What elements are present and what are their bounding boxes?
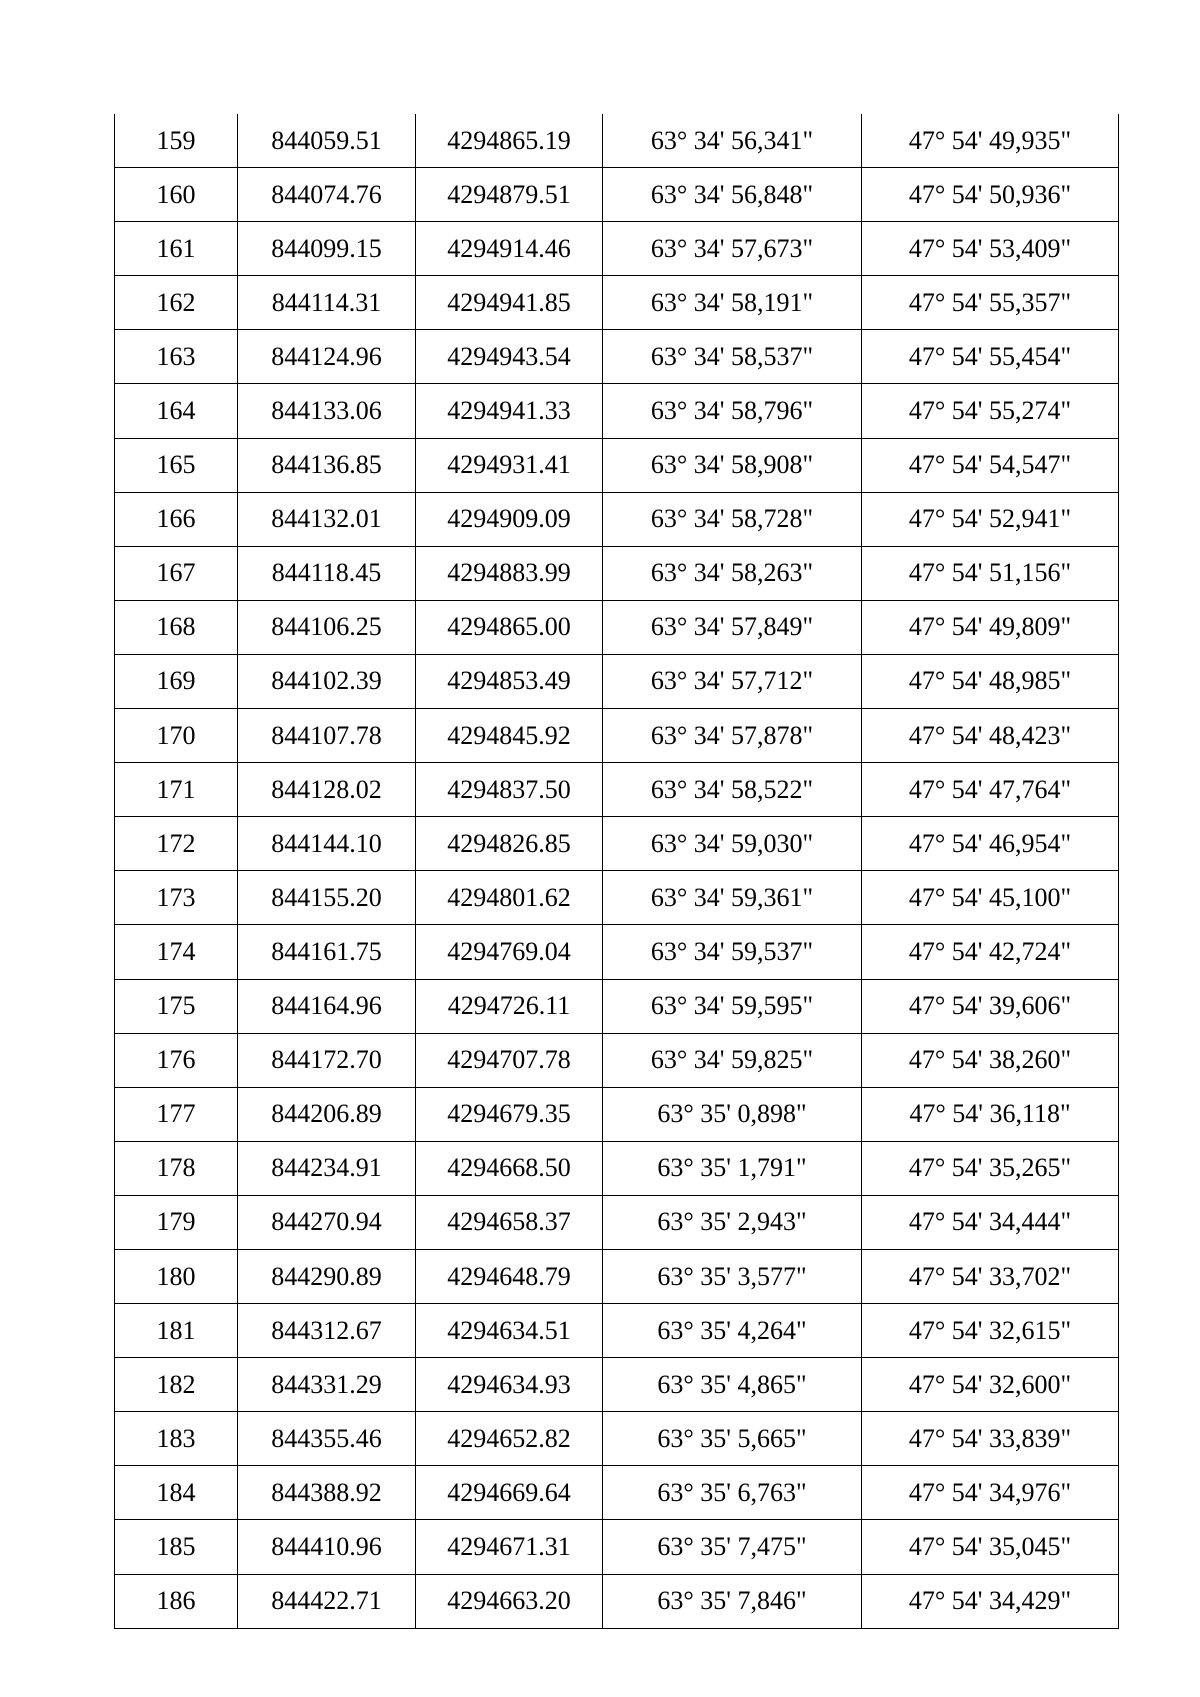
x-coordinate-cell: 844128.02 bbox=[238, 763, 416, 817]
point-number-cell: 178 bbox=[115, 1141, 238, 1195]
longitude-cell: 63° 34' 58,191" bbox=[603, 276, 862, 330]
x-coordinate-cell: 844270.94 bbox=[238, 1195, 416, 1249]
x-coordinate-cell: 844106.25 bbox=[238, 600, 416, 654]
y-coordinate-cell: 4294658.37 bbox=[416, 1195, 603, 1249]
x-coordinate-cell: 844144.10 bbox=[238, 817, 416, 871]
table-row bbox=[115, 817, 1119, 871]
table-row bbox=[115, 276, 1119, 330]
table-row bbox=[115, 1033, 1119, 1087]
y-coordinate-cell: 4294845.92 bbox=[416, 709, 603, 763]
y-coordinate-cell: 4294941.33 bbox=[416, 384, 603, 438]
y-coordinate-cell: 4294883.99 bbox=[416, 546, 603, 600]
x-coordinate-cell: 844132.01 bbox=[238, 492, 416, 546]
latitude-cell: 47° 54' 39,606" bbox=[862, 979, 1119, 1033]
table-row bbox=[115, 709, 1119, 763]
point-number-cell: 170 bbox=[115, 709, 238, 763]
table-row bbox=[115, 384, 1119, 438]
y-coordinate-cell: 4294853.49 bbox=[416, 654, 603, 708]
table-row bbox=[115, 492, 1119, 546]
point-number-cell: 166 bbox=[115, 492, 238, 546]
latitude-cell: 47° 54' 55,454" bbox=[862, 330, 1119, 384]
longitude-cell: 63° 34' 56,848" bbox=[603, 168, 862, 222]
coordinates-table-body bbox=[115, 114, 1119, 1628]
table-row bbox=[115, 330, 1119, 384]
x-coordinate-cell: 844206.89 bbox=[238, 1087, 416, 1141]
table-row bbox=[115, 871, 1119, 925]
x-coordinate-cell: 844172.70 bbox=[238, 1033, 416, 1087]
x-coordinate-cell: 844355.46 bbox=[238, 1412, 416, 1466]
longitude-cell: 63° 34' 58,908" bbox=[603, 438, 862, 492]
latitude-cell: 47° 54' 55,357" bbox=[862, 276, 1119, 330]
table-row bbox=[115, 1466, 1119, 1520]
table-row bbox=[115, 1304, 1119, 1358]
y-coordinate-cell: 4294943.54 bbox=[416, 330, 603, 384]
latitude-cell: 47° 54' 49,809" bbox=[862, 600, 1119, 654]
latitude-cell: 47° 54' 49,935" bbox=[862, 114, 1119, 168]
latitude-cell: 47° 54' 52,941" bbox=[862, 492, 1119, 546]
latitude-cell: 47° 54' 50,936" bbox=[862, 168, 1119, 222]
longitude-cell: 63° 35' 6,763" bbox=[603, 1466, 862, 1520]
table-row bbox=[115, 114, 1119, 168]
x-coordinate-cell: 844155.20 bbox=[238, 871, 416, 925]
table-row bbox=[115, 1249, 1119, 1303]
x-coordinate-cell: 844059.51 bbox=[238, 114, 416, 168]
latitude-cell: 47° 54' 32,600" bbox=[862, 1358, 1119, 1412]
longitude-cell: 63° 34' 57,712" bbox=[603, 654, 862, 708]
point-number-cell: 183 bbox=[115, 1412, 238, 1466]
longitude-cell: 63° 35' 7,846" bbox=[603, 1574, 862, 1628]
y-coordinate-cell: 4294707.78 bbox=[416, 1033, 603, 1087]
point-number-cell: 172 bbox=[115, 817, 238, 871]
y-coordinate-cell: 4294648.79 bbox=[416, 1249, 603, 1303]
longitude-cell: 63° 34' 59,825" bbox=[603, 1033, 862, 1087]
y-coordinate-cell: 4294669.64 bbox=[416, 1466, 603, 1520]
y-coordinate-cell: 4294634.51 bbox=[416, 1304, 603, 1358]
latitude-cell: 47° 54' 46,954" bbox=[862, 817, 1119, 871]
point-number-cell: 181 bbox=[115, 1304, 238, 1358]
longitude-cell: 63° 34' 59,595" bbox=[603, 979, 862, 1033]
table-row bbox=[115, 222, 1119, 276]
y-coordinate-cell: 4294726.11 bbox=[416, 979, 603, 1033]
table-row bbox=[115, 1520, 1119, 1574]
y-coordinate-cell: 4294837.50 bbox=[416, 763, 603, 817]
point-number-cell: 184 bbox=[115, 1466, 238, 1520]
x-coordinate-cell: 844124.96 bbox=[238, 330, 416, 384]
x-coordinate-cell: 844312.67 bbox=[238, 1304, 416, 1358]
longitude-cell: 63° 34' 58,796" bbox=[603, 384, 862, 438]
x-coordinate-cell: 844161.75 bbox=[238, 925, 416, 979]
x-coordinate-cell: 844164.96 bbox=[238, 979, 416, 1033]
y-coordinate-cell: 4294826.85 bbox=[416, 817, 603, 871]
point-number-cell: 185 bbox=[115, 1520, 238, 1574]
latitude-cell: 47° 54' 34,429" bbox=[862, 1574, 1119, 1628]
y-coordinate-cell: 4294634.93 bbox=[416, 1358, 603, 1412]
x-coordinate-cell: 844099.15 bbox=[238, 222, 416, 276]
y-coordinate-cell: 4294909.09 bbox=[416, 492, 603, 546]
point-number-cell: 173 bbox=[115, 871, 238, 925]
latitude-cell: 47° 54' 32,615" bbox=[862, 1304, 1119, 1358]
y-coordinate-cell: 4294865.00 bbox=[416, 600, 603, 654]
latitude-cell: 47° 54' 48,985" bbox=[862, 654, 1119, 708]
point-number-cell: 168 bbox=[115, 600, 238, 654]
latitude-cell: 47° 54' 36,118" bbox=[862, 1087, 1119, 1141]
longitude-cell: 63° 35' 4,865" bbox=[603, 1358, 862, 1412]
x-coordinate-cell: 844133.06 bbox=[238, 384, 416, 438]
point-number-cell: 163 bbox=[115, 330, 238, 384]
table-row bbox=[115, 1574, 1119, 1628]
longitude-cell: 63° 35' 4,264" bbox=[603, 1304, 862, 1358]
longitude-cell: 63° 34' 58,728" bbox=[603, 492, 862, 546]
latitude-cell: 47° 54' 34,444" bbox=[862, 1195, 1119, 1249]
latitude-cell: 47° 54' 38,260" bbox=[862, 1033, 1119, 1087]
point-number-cell: 176 bbox=[115, 1033, 238, 1087]
longitude-cell: 63° 35' 2,943" bbox=[603, 1195, 862, 1249]
latitude-cell: 47° 54' 42,724" bbox=[862, 925, 1119, 979]
y-coordinate-cell: 4294679.35 bbox=[416, 1087, 603, 1141]
point-number-cell: 165 bbox=[115, 438, 238, 492]
longitude-cell: 63° 34' 58,522" bbox=[603, 763, 862, 817]
table-row bbox=[115, 1195, 1119, 1249]
point-number-cell: 164 bbox=[115, 384, 238, 438]
x-coordinate-cell: 844118.45 bbox=[238, 546, 416, 600]
table-row bbox=[115, 168, 1119, 222]
x-coordinate-cell: 844388.92 bbox=[238, 1466, 416, 1520]
point-number-cell: 174 bbox=[115, 925, 238, 979]
y-coordinate-cell: 4294931.41 bbox=[416, 438, 603, 492]
latitude-cell: 47° 54' 33,702" bbox=[862, 1249, 1119, 1303]
y-coordinate-cell: 4294663.20 bbox=[416, 1574, 603, 1628]
latitude-cell: 47° 54' 53,409" bbox=[862, 222, 1119, 276]
longitude-cell: 63° 34' 59,361" bbox=[603, 871, 862, 925]
y-coordinate-cell: 4294879.51 bbox=[416, 168, 603, 222]
latitude-cell: 47° 54' 34,976" bbox=[862, 1466, 1119, 1520]
latitude-cell: 47° 54' 35,265" bbox=[862, 1141, 1119, 1195]
point-number-cell: 175 bbox=[115, 979, 238, 1033]
latitude-cell: 47° 54' 51,156" bbox=[862, 546, 1119, 600]
longitude-cell: 63° 34' 58,537" bbox=[603, 330, 862, 384]
longitude-cell: 63° 35' 5,665" bbox=[603, 1412, 862, 1466]
y-coordinate-cell: 4294769.04 bbox=[416, 925, 603, 979]
x-coordinate-cell: 844234.91 bbox=[238, 1141, 416, 1195]
point-number-cell: 167 bbox=[115, 546, 238, 600]
y-coordinate-cell: 4294914.46 bbox=[416, 222, 603, 276]
latitude-cell: 47° 54' 47,764" bbox=[862, 763, 1119, 817]
longitude-cell: 63° 35' 3,577" bbox=[603, 1249, 862, 1303]
point-number-cell: 179 bbox=[115, 1195, 238, 1249]
table-row bbox=[115, 546, 1119, 600]
point-number-cell: 159 bbox=[115, 114, 238, 168]
table-row bbox=[115, 600, 1119, 654]
longitude-cell: 63° 35' 0,898" bbox=[603, 1087, 862, 1141]
table-row bbox=[115, 1141, 1119, 1195]
latitude-cell: 47° 54' 55,274" bbox=[862, 384, 1119, 438]
table-row bbox=[115, 1358, 1119, 1412]
latitude-cell: 47° 54' 45,100" bbox=[862, 871, 1119, 925]
table-row bbox=[115, 1412, 1119, 1466]
x-coordinate-cell: 844422.71 bbox=[238, 1574, 416, 1628]
table-row bbox=[115, 925, 1119, 979]
y-coordinate-cell: 4294941.85 bbox=[416, 276, 603, 330]
table-row bbox=[115, 654, 1119, 708]
x-coordinate-cell: 844102.39 bbox=[238, 654, 416, 708]
point-number-cell: 169 bbox=[115, 654, 238, 708]
point-number-cell: 182 bbox=[115, 1358, 238, 1412]
longitude-cell: 63° 34' 57,849" bbox=[603, 600, 862, 654]
x-coordinate-cell: 844410.96 bbox=[238, 1520, 416, 1574]
y-coordinate-cell: 4294801.62 bbox=[416, 871, 603, 925]
latitude-cell: 47° 54' 48,423" bbox=[862, 709, 1119, 763]
x-coordinate-cell: 844290.89 bbox=[238, 1249, 416, 1303]
point-number-cell: 171 bbox=[115, 763, 238, 817]
y-coordinate-cell: 4294865.19 bbox=[416, 114, 603, 168]
longitude-cell: 63° 35' 7,475" bbox=[603, 1520, 862, 1574]
table-row bbox=[115, 438, 1119, 492]
y-coordinate-cell: 4294668.50 bbox=[416, 1141, 603, 1195]
longitude-cell: 63° 34' 59,537" bbox=[603, 925, 862, 979]
point-number-cell: 186 bbox=[115, 1574, 238, 1628]
latitude-cell: 47° 54' 54,547" bbox=[862, 438, 1119, 492]
point-number-cell: 162 bbox=[115, 276, 238, 330]
y-coordinate-cell: 4294652.82 bbox=[416, 1412, 603, 1466]
x-coordinate-cell: 844331.29 bbox=[238, 1358, 416, 1412]
longitude-cell: 63° 34' 59,030" bbox=[603, 817, 862, 871]
longitude-cell: 63° 34' 57,673" bbox=[603, 222, 862, 276]
latitude-cell: 47° 54' 35,045" bbox=[862, 1520, 1119, 1574]
table-row bbox=[115, 763, 1119, 817]
x-coordinate-cell: 844074.76 bbox=[238, 168, 416, 222]
x-coordinate-cell: 844107.78 bbox=[238, 709, 416, 763]
coordinates-table bbox=[114, 114, 1119, 1629]
longitude-cell: 63° 35' 1,791" bbox=[603, 1141, 862, 1195]
point-number-cell: 180 bbox=[115, 1249, 238, 1303]
x-coordinate-cell: 844136.85 bbox=[238, 438, 416, 492]
table-row bbox=[115, 979, 1119, 1033]
longitude-cell: 63° 34' 56,341" bbox=[603, 114, 862, 168]
table-row bbox=[115, 1087, 1119, 1141]
x-coordinate-cell: 844114.31 bbox=[238, 276, 416, 330]
point-number-cell: 161 bbox=[115, 222, 238, 276]
longitude-cell: 63° 34' 57,878" bbox=[603, 709, 862, 763]
longitude-cell: 63° 34' 58,263" bbox=[603, 546, 862, 600]
point-number-cell: 160 bbox=[115, 168, 238, 222]
y-coordinate-cell: 4294671.31 bbox=[416, 1520, 603, 1574]
point-number-cell: 177 bbox=[115, 1087, 238, 1141]
latitude-cell: 47° 54' 33,839" bbox=[862, 1412, 1119, 1466]
